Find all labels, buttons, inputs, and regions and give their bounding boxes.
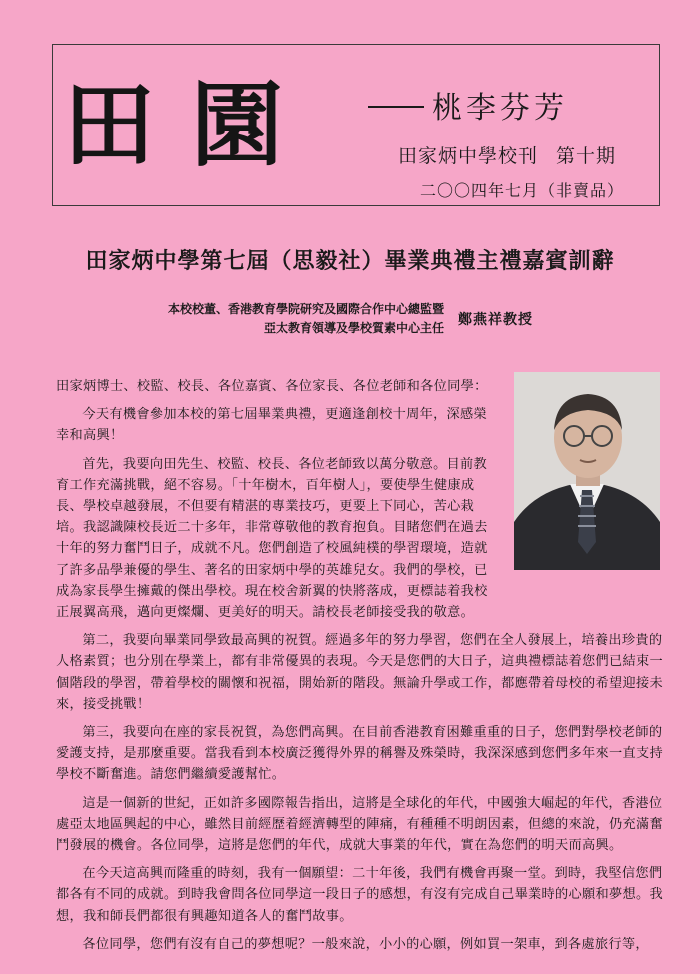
paragraph: 在今天這高興而隆重的時刻，我有一個願望：二十年後，我們有機會再聚一堂。到時，我堅信您們都各有不同的成就。到時我會問各位同學這一段日子的感想，有沒有完成自己畢業時的心願和夢想。我想，我和師長們都很有興趣知道各人的奮鬥故事。 bbox=[56, 866, 663, 924]
author-title-line: 本校校董、香港教育學院研究及國際合作中心總監暨 bbox=[167, 302, 444, 316]
publication-name: 田家炳中學校刊 bbox=[398, 145, 539, 167]
paragraph: 首先，我要向田先生、校監、校長、各位老師致以萬分敬意。目前教育工作充滿挑戰，絕不容易。「十年樹木，百年樹人」，要使學生健康成長、學校卓越發展，不但要有精湛的專業技巧，更要上下同心，苦心栽培。我認識陳校長近二十多年，非常尊敬他的教育抱負。目睹您們在過去十年的努力奮鬥日子，成就不凡。您們創造了校風純樸的學習環境，造就了許多品學兼優的學生、著名的田家炳中學的英雄兒女。我們的學校，已成為家長學生擁戴的傑出學校。現在校舍新翼的快將落成，更標誌着我校正展翼高飛，邁向更燦爛、更美好的明天。請校長老師接受我的敬意。 bbox=[56, 456, 488, 621]
article-body bbox=[56, 376, 666, 962]
author-name: 鄭燕祥教授 bbox=[458, 312, 533, 328]
masthead-issue-row bbox=[398, 141, 616, 168]
issue-number: 第十期 bbox=[556, 145, 617, 167]
paragraph: 第二，我要向畢業同學致最高興的祝賀。經過多年的努力學習，您們在全人發展上，培養出珍貴的人格素質；也分別在學業上，都有非常優異的表現。今天是您們的大日子，這典禮標誌着您們已結束一個階段的學習，帶着學校的關懷和祝福，開始新的階段。無論升學或工作，都應帶着母校的希望迎接未來，接受挑戰！ bbox=[56, 633, 663, 712]
author-titles bbox=[168, 300, 444, 338]
masthead-logo: 田園 bbox=[63, 71, 320, 179]
paragraph: 第三，我要向在座的家長祝賀，為您們高興。在目前香港教育困難重重的日子，您們對學校老師的愛護支持，是那麼重要。當我看到本校廣泛獲得外界的稱譽及殊榮時，我深深感到您們多年來一直支持學校不斷奮進。請您們繼續愛護幫忙。 bbox=[56, 725, 663, 783]
masthead bbox=[52, 44, 660, 206]
paragraph: 這是一個新的世紀，正如許多國際報告指出，這將是全球化的年代，中國強大崛起的年代，香港位處亞太地區興起的中心，雖然目前經歷着經濟轉型的陣痛，有種種不明朗因素，但總的來說，仍充滿奮鬥發展的機會。各位同學，這將是您們的年代，成就大事業的年代，實在為您們的明天而高興。 bbox=[56, 795, 663, 854]
masthead-tagline-row bbox=[368, 89, 568, 129]
issue-date: 二〇〇四年七月（非賣品） bbox=[420, 181, 625, 200]
article-title: 田家炳中學第七屆（思毅社）畢業典禮主禮嘉賓訓辭 bbox=[85, 249, 615, 274]
tagline-dash bbox=[368, 106, 424, 108]
paragraph: 今天有機會參加本校的第七屆畢業典禮，更適逢創校十周年，深感榮幸和高興！ bbox=[56, 407, 488, 444]
author-title-line: 亞太教育領導及學校質素中心主任 bbox=[263, 321, 444, 335]
paragraph: 各位同學，您們有沒有自己的夢想呢？一般來說，小小的心願，例如買一架車，到各處旅行等， bbox=[82, 936, 649, 952]
masthead-tagline: 桃李芬芳 bbox=[432, 91, 568, 126]
salutation: 田家炳博士、校監、校長、各位嘉賓、各位家長、各位老師和各位同學： bbox=[56, 379, 488, 394]
